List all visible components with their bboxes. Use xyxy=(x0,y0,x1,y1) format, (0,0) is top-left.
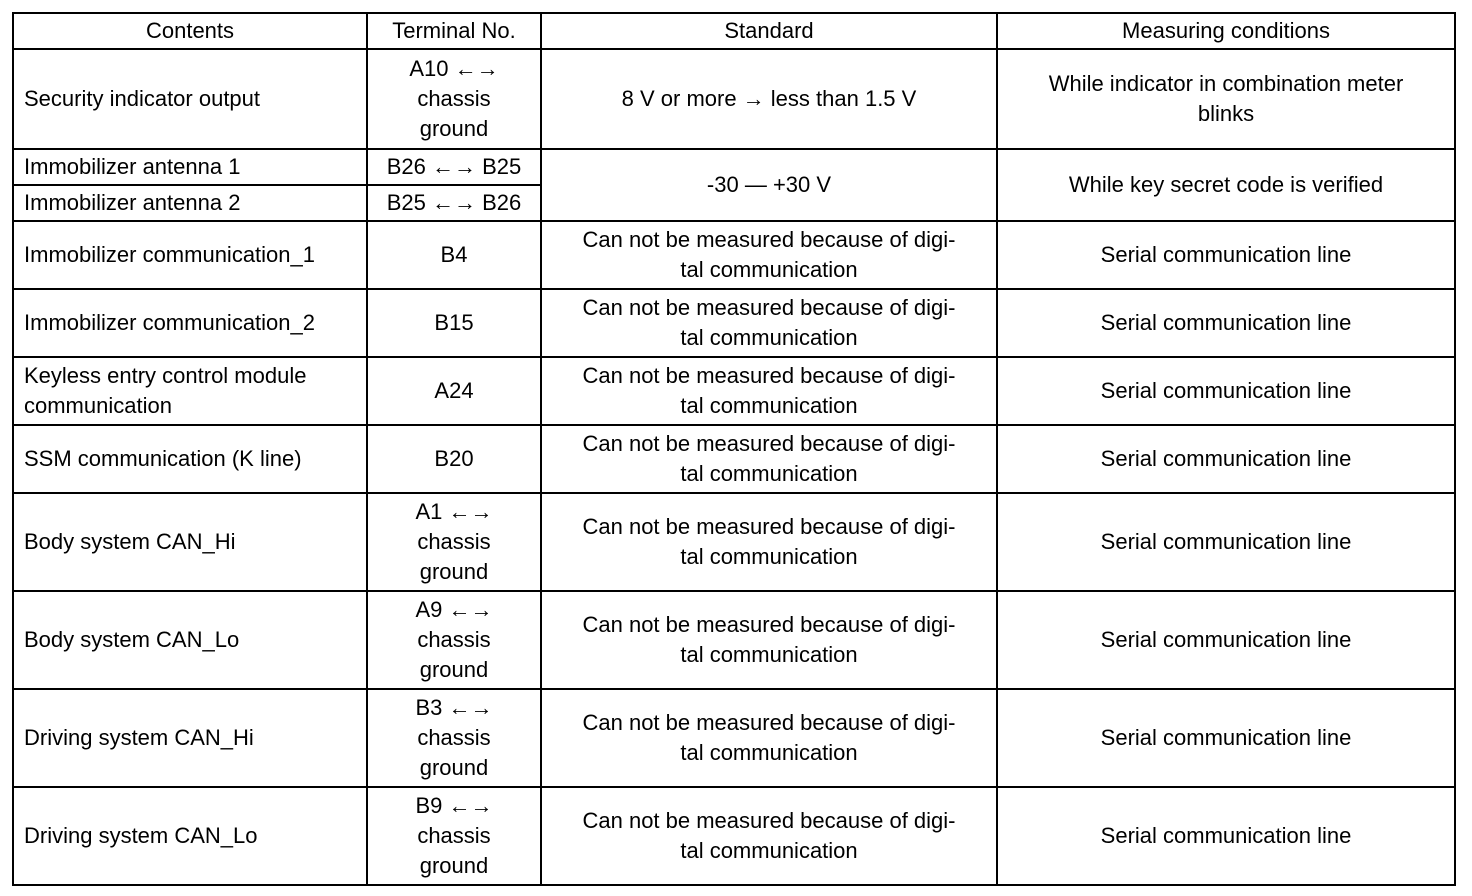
contents-cell: Driving system CAN_Hi xyxy=(13,689,367,787)
standard-cell: 8 V or more → less than 1.5 V xyxy=(541,49,997,149)
table-row xyxy=(13,689,1455,787)
terminal-cell: B4 xyxy=(367,221,541,289)
standard-cell: Can not be measured because of digi- tal communication xyxy=(541,289,997,357)
table-row xyxy=(13,787,1455,885)
terminal-cell: B15 xyxy=(367,289,541,357)
contents-cell: Immobilizer communication_2 xyxy=(13,289,367,357)
contents-cell: Driving system CAN_Lo xyxy=(13,787,367,885)
standard-cell: Can not be measured because of digi- tal communication xyxy=(541,357,997,425)
terminal-cell: B26 ←→ B25 xyxy=(367,149,541,185)
standard-cell: Can not be measured because of digi- tal communication xyxy=(541,221,997,289)
terminal-cell: A24 xyxy=(367,357,541,425)
terminal-spec-table xyxy=(12,12,1456,886)
terminal-cell: B3 ←→ chassis ground xyxy=(367,689,541,787)
standard-cell: Can not be measured because of digi- tal communication xyxy=(541,493,997,591)
terminal-cell: A9 ←→ chassis ground xyxy=(367,591,541,689)
table-row xyxy=(13,149,1455,185)
contents-cell: Immobilizer antenna 2 xyxy=(13,185,367,221)
header-terminal-no: Terminal No. xyxy=(367,13,541,49)
contents-cell: Immobilizer communication_1 xyxy=(13,221,367,289)
terminal-cell: B25 ←→ B26 xyxy=(367,185,541,221)
table-row xyxy=(13,49,1455,149)
standard-cell: Can not be measured because of digi- tal communication xyxy=(541,591,997,689)
contents-cell: Body system CAN_Hi xyxy=(13,493,367,591)
contents-cell: Body system CAN_Lo xyxy=(13,591,367,689)
conditions-cell: Serial communication line xyxy=(997,289,1455,357)
conditions-cell: Serial communication line xyxy=(997,787,1455,885)
conditions-cell: Serial communication line xyxy=(997,493,1455,591)
table-row xyxy=(13,425,1455,493)
table-row xyxy=(13,289,1455,357)
table-row xyxy=(13,591,1455,689)
table-row xyxy=(13,357,1455,425)
standard-cell: Can not be measured because of digi- tal communication xyxy=(541,689,997,787)
conditions-cell: Serial communication line xyxy=(997,591,1455,689)
conditions-cell: While indicator in combination meter blinks xyxy=(997,49,1455,149)
terminal-cell: A10 ←→ chassis ground xyxy=(367,49,541,149)
header-contents: Contents xyxy=(13,13,367,49)
contents-cell: SSM communication (K line) xyxy=(13,425,367,493)
terminal-cell: B9 ←→ chassis ground xyxy=(367,787,541,885)
conditions-cell: Serial communication line xyxy=(997,689,1455,787)
contents-cell: Immobilizer antenna 1 xyxy=(13,149,367,185)
conditions-cell: Serial communication line xyxy=(997,357,1455,425)
header-standard: Standard xyxy=(541,13,997,49)
header-row xyxy=(13,13,1455,49)
header-measuring-conditions: Measuring conditions xyxy=(997,13,1455,49)
table-row xyxy=(13,493,1455,591)
conditions-cell: Serial communication line xyxy=(997,425,1455,493)
contents-cell: Keyless entry control module communication xyxy=(13,357,367,425)
standard-cell: Can not be measured because of digi- tal communication xyxy=(541,787,997,885)
terminal-cell: B20 xyxy=(367,425,541,493)
table-row xyxy=(13,221,1455,289)
standard-cell: Can not be measured because of digi- tal communication xyxy=(541,425,997,493)
conditions-cell: Serial communication line xyxy=(997,221,1455,289)
standard-cell: -30 — +30 V xyxy=(541,149,997,221)
terminal-cell: A1 ←→ chassis ground xyxy=(367,493,541,591)
conditions-cell: While key secret code is verified xyxy=(997,149,1455,221)
contents-cell: Security indicator output xyxy=(13,49,367,149)
